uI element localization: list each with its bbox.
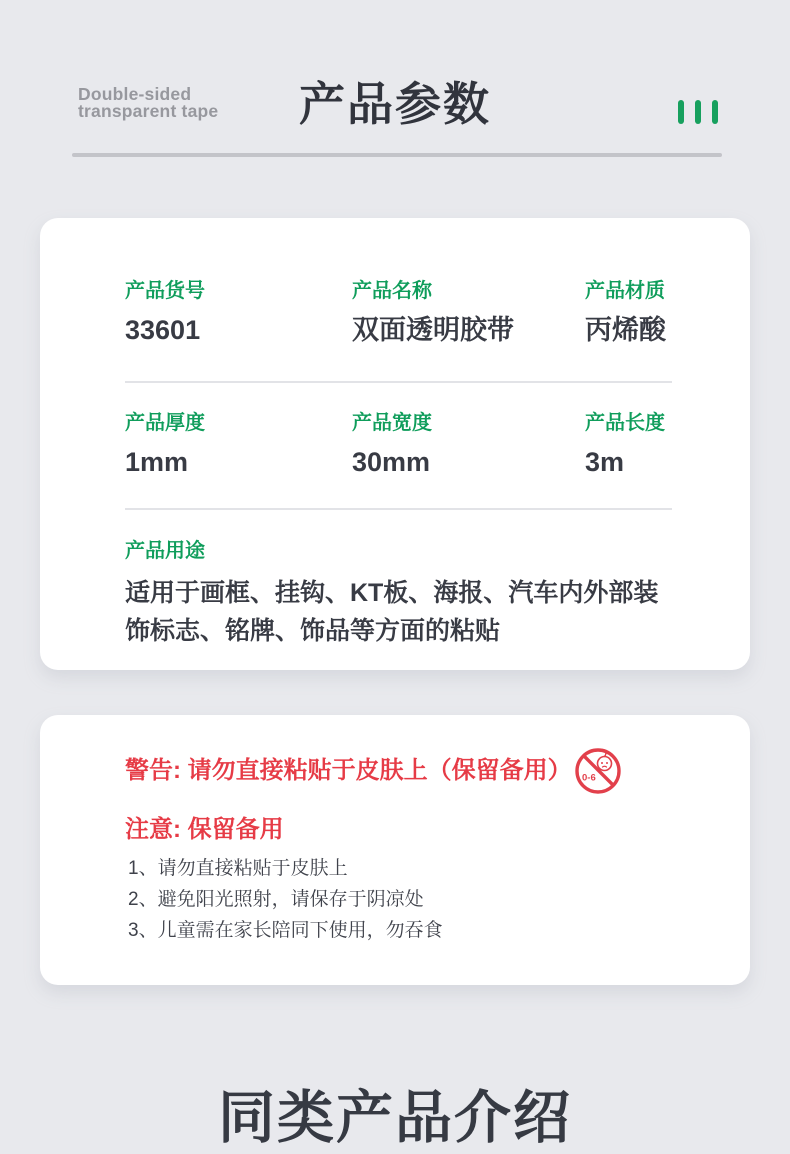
spec-cell-item-number <box>125 278 352 347</box>
card-divider <box>125 508 672 510</box>
spec-cell-length <box>585 410 710 479</box>
subtitle-line-1: Double-sided <box>78 84 192 104</box>
spec-cell-product-name <box>352 278 585 347</box>
usage-block <box>125 538 678 650</box>
warning-text: 警告: 请勿直接粘贴于皮肤上（保留备用） <box>125 757 572 784</box>
notice-text: 注意: 保留备用 <box>125 816 284 843</box>
next-section-title: 同类产品介绍 <box>218 1086 572 1150</box>
warning-list <box>128 853 443 946</box>
spec-cell-width <box>352 410 585 479</box>
warning-card <box>40 715 750 985</box>
usage-text: 适用于画框、挂钩、KT板、海报、汽车内外部装饰标志、铭牌、饰品等方面的粘贴 <box>125 579 659 645</box>
warning-list-item: 2、避免阳光照射，请保存于阴凉处 <box>128 889 424 910</box>
spec-row <box>125 278 710 347</box>
bar-icon-segment <box>678 100 684 124</box>
spec-value: 3m <box>585 447 625 477</box>
spec-value: 双面透明胶带 <box>352 315 514 345</box>
card-divider <box>125 381 672 383</box>
warning-list-item: 3、儿童需在家长陪同下使用，勿吞食 <box>128 920 443 941</box>
spec-label: 产品长度 <box>585 412 665 434</box>
spec-label: 产品名称 <box>352 280 432 302</box>
spec-value: 30mm <box>352 447 431 477</box>
spec-value: 1mm <box>125 447 189 477</box>
spec-label: 产品宽度 <box>352 412 432 434</box>
warning-list-item: 1、请勿直接粘贴于皮肤上 <box>128 858 348 879</box>
spec-value: 丙烯酸 <box>585 315 666 345</box>
header-divider <box>72 153 722 157</box>
spec-label: 产品材质 <box>585 280 665 302</box>
age-restriction-0-6-icon <box>574 747 622 795</box>
spec-card <box>40 218 750 670</box>
spec-row <box>125 410 710 479</box>
bar-icon-segment <box>712 100 718 124</box>
page-title: 产品参数 <box>299 78 491 130</box>
three-bars-icon <box>678 100 718 124</box>
age-range-text: 0-6 <box>582 772 596 784</box>
spec-value: 33601 <box>125 315 201 345</box>
usage-label: 产品用途 <box>125 540 205 562</box>
bar-icon-segment <box>695 100 701 124</box>
spec-cell-thickness <box>125 410 352 479</box>
spec-label: 产品厚度 <box>125 412 205 434</box>
subtitle-line-2: transparent tape <box>78 101 219 121</box>
spec-cell-material <box>585 278 710 347</box>
spec-label: 产品货号 <box>125 280 205 302</box>
